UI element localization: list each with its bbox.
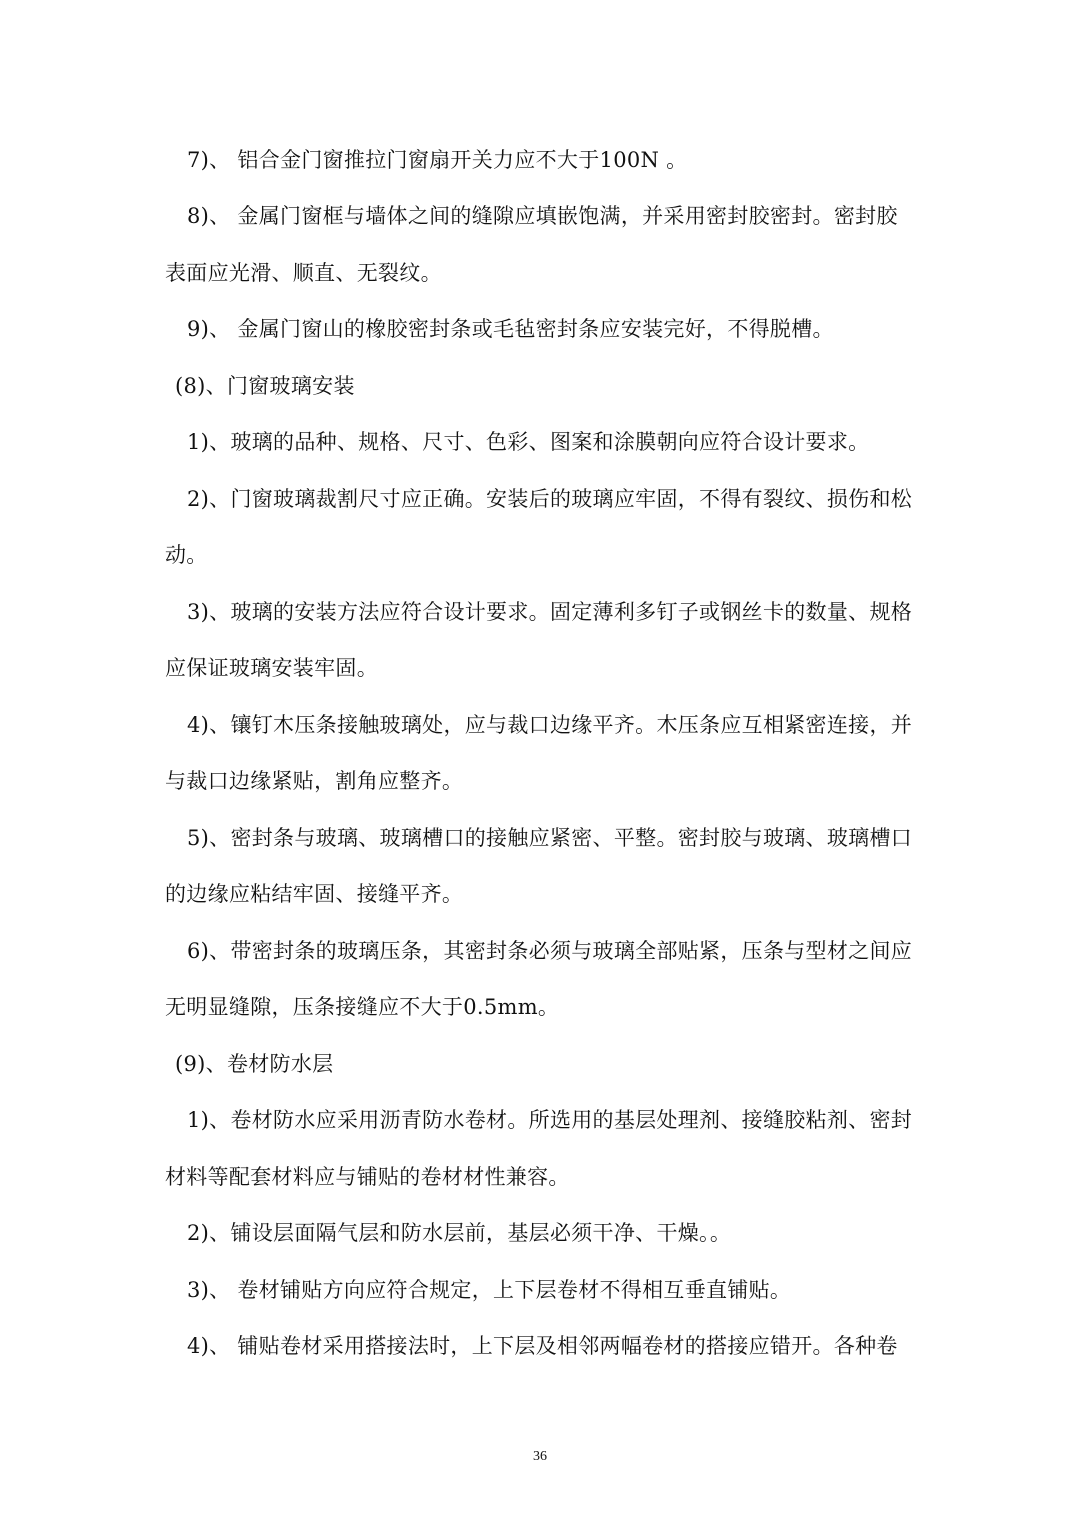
text-line: 4)、 铺贴卷材采用搭接法时，上下层及相邻两幅卷材的搭接应错开。各种卷 — [187, 1334, 898, 1358]
section-heading: (8)、门窗玻璃安装 — [175, 374, 355, 398]
text-line: 2)、铺设层面隔气层和防水层前，基层必须干净、干燥。。 — [187, 1221, 732, 1245]
text-line: 与裁口边缘紧贴，割角应整齐。 — [165, 769, 464, 793]
text-line: 2)、门窗玻璃裁割尺寸应正确。安装后的玻璃应牢固，不得有裂纹、损伤和松 — [187, 487, 913, 511]
text-line: 6)、带密封条的玻璃压条，其密封条必须与玻璃全部贴紧，压条与型材之间应 — [187, 939, 913, 963]
text-line: 表面应光滑、顺直、无裂纹。 — [165, 261, 442, 285]
text-line: 8)、 金属门窗框与墙体之间的缝隙应填嵌饱满，并采用密封胶密封。密封胶 — [187, 204, 898, 228]
text-line: 3)、 卷材铺贴方向应符合规定，上下层卷材不得相互垂直铺贴。 — [187, 1278, 792, 1302]
text-line: 无明显缝隙，压条接缝应不大于0.5mm。 — [165, 995, 560, 1019]
page-number: 36 — [533, 1449, 547, 1464]
text-line: 应保证玻璃安装牢固。 — [165, 656, 378, 680]
section-heading: (9)、卷材防水层 — [175, 1052, 334, 1076]
text-line: 3)、玻璃的安装方法应符合设计要求。固定薄利多钉子或钢丝卡的数量、规格 — [187, 600, 913, 624]
text-line: 1)、玻璃的品种、规格、尺寸、色彩、图案和涂膜朝向应符合设计要求。 — [187, 430, 870, 454]
text-line: 材料等配套材料应与铺贴的卷材材性兼容。 — [165, 1165, 570, 1189]
text-line: 7)、 铝合金门窗推拉门窗扇开关力应不大于100N 。 — [187, 148, 688, 172]
text-line: 4)、镶钉木压条接触玻璃处，应与裁口边缘平齐。木压条应互相紧密连接，并 — [187, 713, 913, 737]
text-line: 动。 — [165, 543, 208, 567]
text-line: 1)、卷材防水应采用沥青防水卷材。所选用的基层处理剂、接缝胶粘剂、密封 — [187, 1108, 913, 1132]
text-line: 的边缘应粘结牢固、接缝平齐。 — [165, 882, 464, 906]
text-line: 9)、 金属门窗山的橡胶密封条或毛毡密封条应安装完好，不得脱槽。 — [187, 317, 834, 341]
text-line: 5)、密封条与玻璃、玻璃槽口的接触应紧密、平整。密封胶与玻璃、玻璃槽口 — [187, 826, 913, 850]
